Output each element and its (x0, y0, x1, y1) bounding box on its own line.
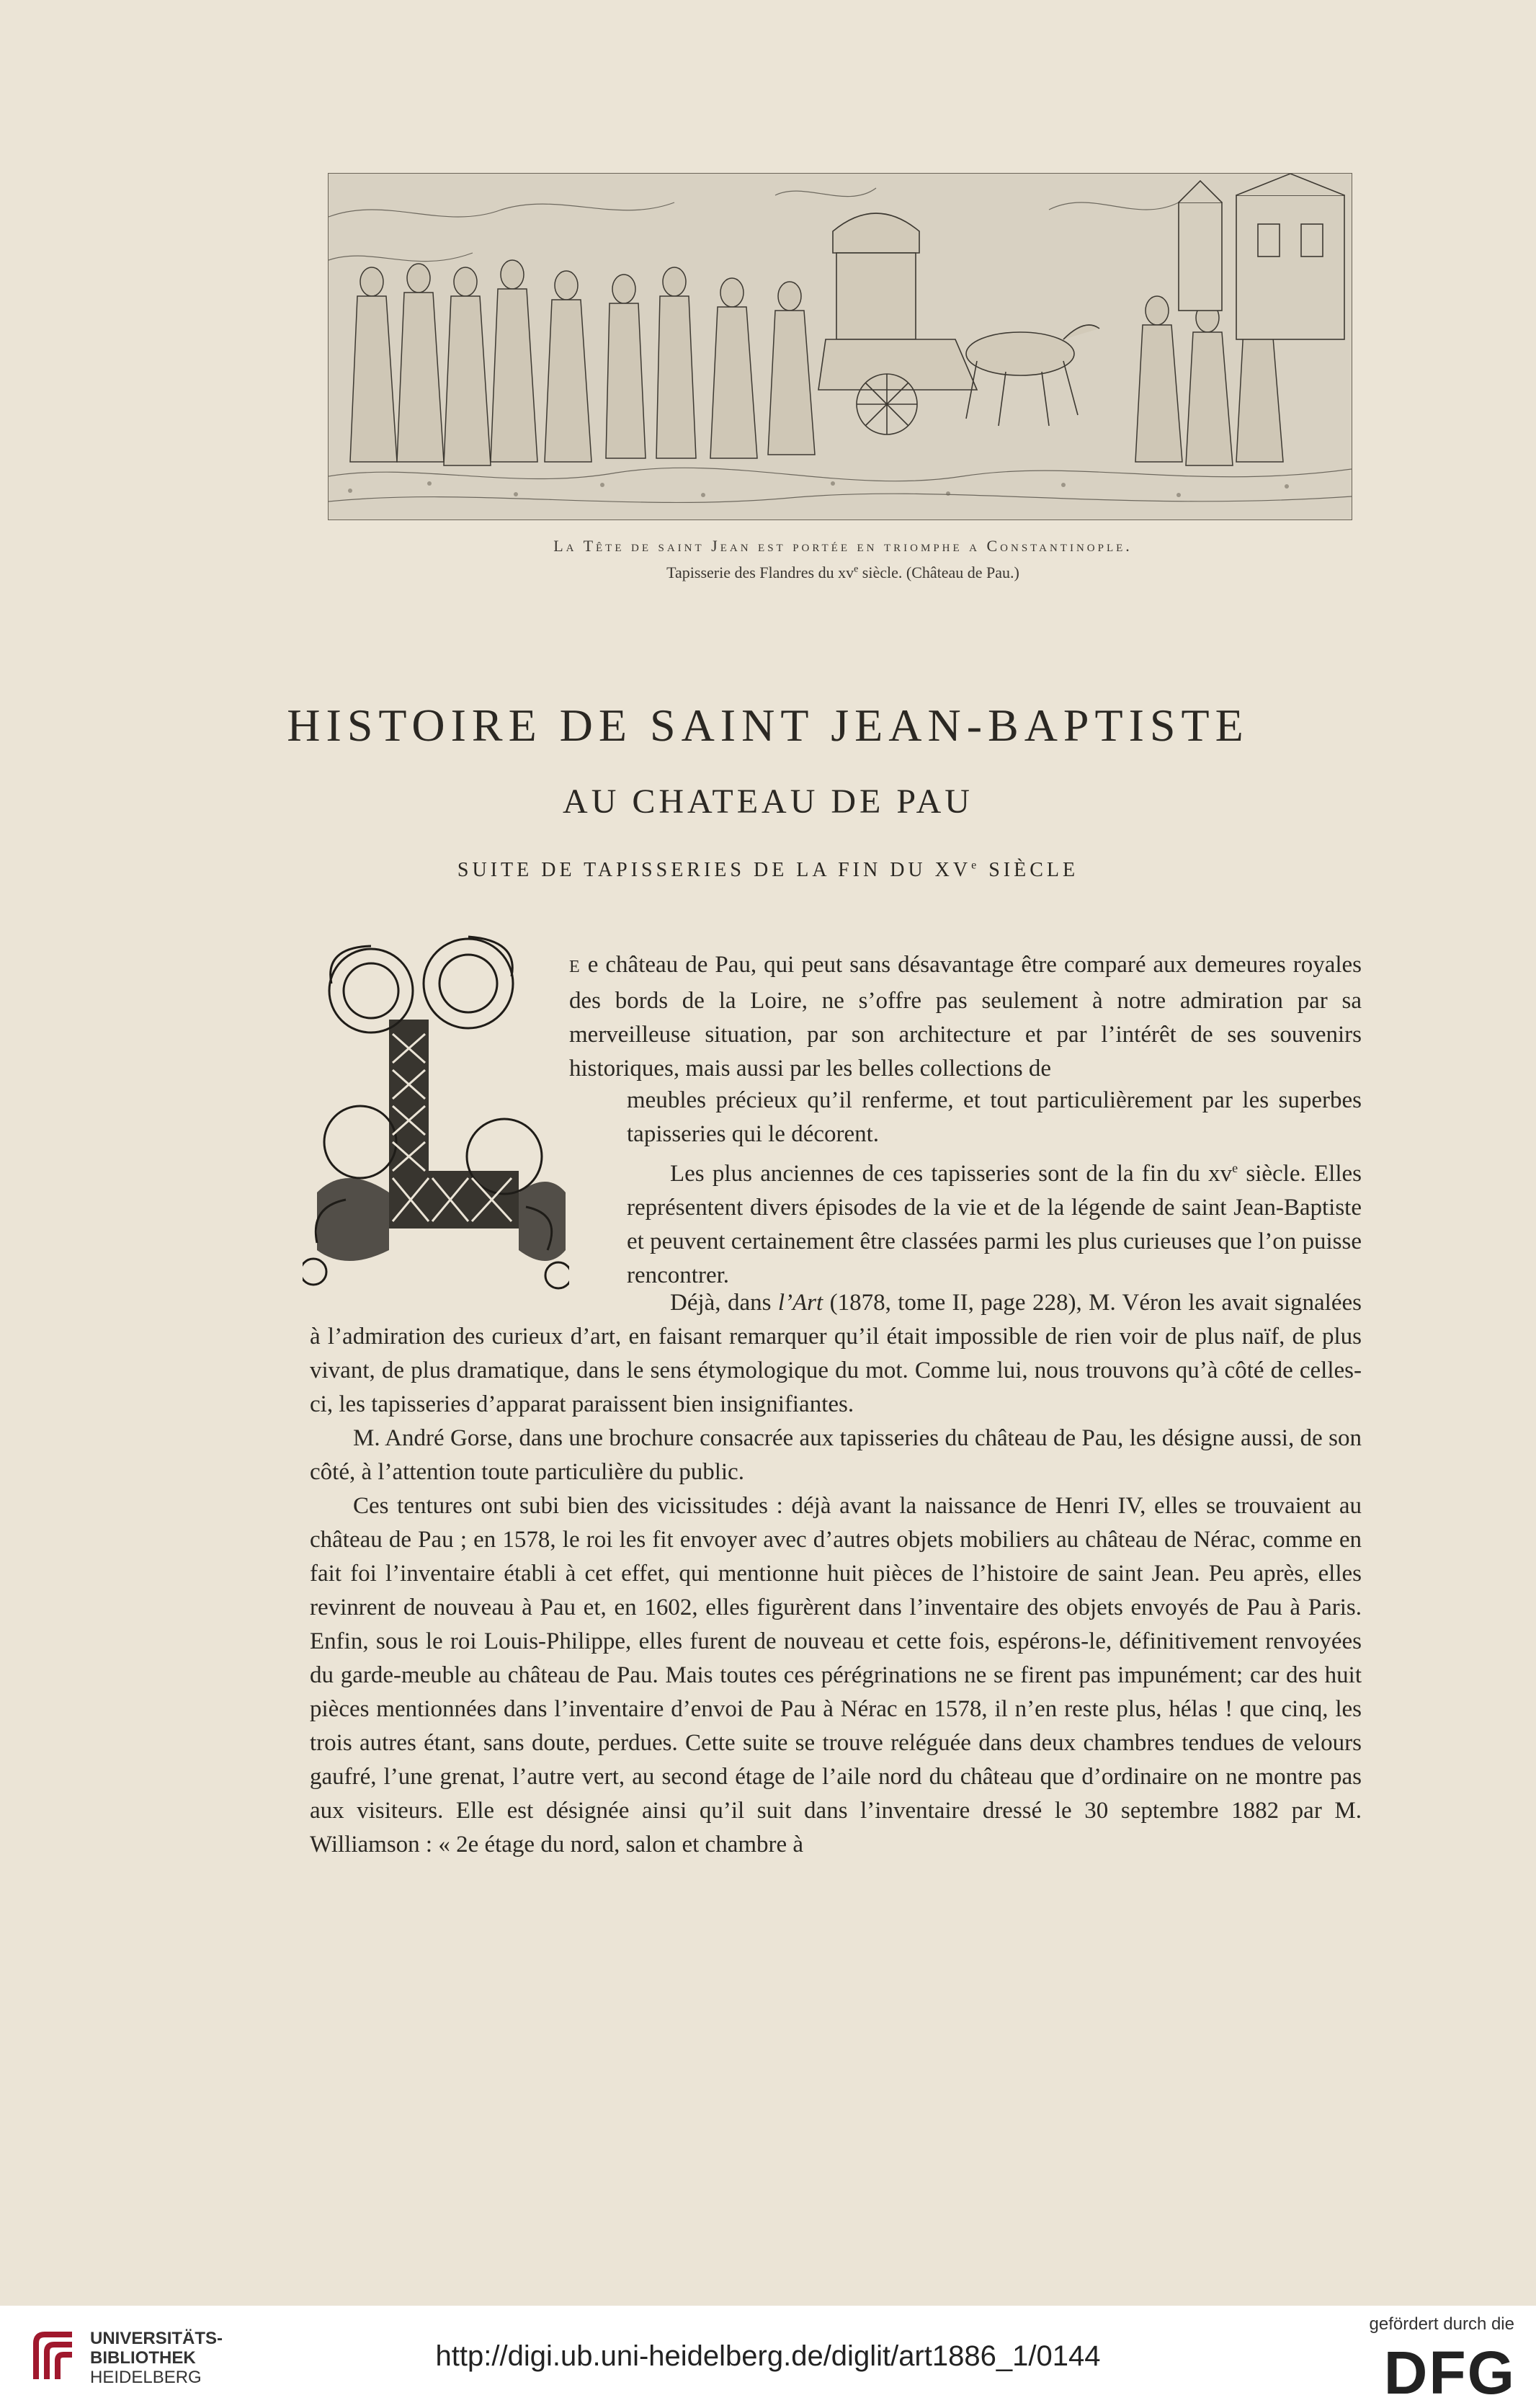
decorated-initial-L (303, 933, 569, 1301)
paragraph-1-opening: E e château de Pau, qui peut sans désavantage être comparé aux demeures royales des bords de la Loire, ne s’offre pas seulement à notre admiration par sa merveilleuse situation, par son architecture et par l’intérêt de ses souvenirs historiques, mais aussi par les belles collections de (569, 952, 1362, 1082)
paragraph-2: Les plus anciennes de ces tapisseries sont de la fin du $xv^e$ siècle. Elles représentent divers épisodes de la vie et de la légende de saint Jean-Baptiste et peuvent certainement être classées parmi les plus curieuses que l’on puisse rencontrer. (627, 1161, 1362, 1288)
logo-line-1: UNIVERSITÄTS- (90, 2329, 223, 2348)
tapestry-engraving (328, 173, 1352, 520)
paragraph-1-end: meubles précieux qu’il renferme, et tout particulièrement par les superbes tapisseries qui le décorent. (627, 1087, 1362, 1147)
logo-line-3: HEIDELBERG (90, 2368, 202, 2387)
article-subtitle: AU CHATEAU DE PAU (563, 782, 973, 821)
plate-caption-title: La Tête de saint Jean est portée en triomphe a Constantinople. (553, 537, 1133, 555)
paragraph-4: M. André Gorse, dans une brochure consacrée aux tapisseries du château de Pau, les désigne aussi, de son côté, à l’attention toute particulière du public. (310, 1425, 1362, 1485)
dfg-logo: DFG (1383, 2339, 1516, 2407)
paragraph-block-full (310, 1286, 1362, 1862)
library-footer (0, 2306, 1536, 2408)
paragraph-5: Ces tentures ont subi bien des vicissitudes : déjà avant la naissance de Henri IV, elles se trouvaient au château de Pau ; en 1578, le roi les fit envoyer avec d’autres objets mobiliers au château de Nérac, comme en fait foi l’inventaire établi à cet effet, qui mentionne huit pièces de l’histoire de saint Jean. Peu après, elles revinrent de nouveau à Pau et, en 1602, elles figurèrent dans l’inventaire des objets envoyés de Pau à Paris. Enfin, sous le roi Louis-Philippe, elles furent de nouveau et cette fois, espérons-le, définitivement renvoyées du garde-meuble au château de Pau. Mais toutes ces pérégrinations ne se firent pas impunément; car des huit pièces mentionnées dans l’inventaire d’envoi de Pau à Nérac en 1578, il n’en reste plus, hélas ! que cinq, les trois autres étant, sans doute, perdues. Cette suite se trouve reléguée dans deux chambres tendues de velours gaufré, l’une grenat, l’autre vert, au second étage de l’aile nord du château que d’ordinaire on ne montre pas aux visiteurs. Elle est désignée ainsi qu’il suit dans l’inventaire dressé le 30 septembre 1882 par M. Williamson : « 2e étage du nord, salon et chambre à (310, 1493, 1362, 1858)
plate-caption-source: Tapisserie des Flandres du $xv^e$ siècle. (Château de Pau.) (666, 563, 1019, 581)
logo-line-2: BIBLIOTHEK (90, 2348, 196, 2368)
paragraph-3: Déjà, dans l’Art (1878, tome II, page 228), M. Véron les avait signalées à l’admiration des curieux d’art, en faisant remarquer qu’il était impossible de rien voir de plus naïf, de plus vivant, de plus dramatique, dans le sens étymologique du mot. Comme lui, nous trouvons qu’à côté de celles-ci, les tapisseries d’apparat paraissent bien insignifiantes. (310, 1290, 1362, 1417)
permalink-url[interactable]: http://digi.ub.uni-heidelberg.de/diglit/art1886_1/0144 (435, 2340, 1101, 2372)
article-series-line: SUITE DE TAPISSERIES DE LA FIN DU XVe SIÈCLE (457, 859, 1079, 881)
paragraph-block-indented (627, 1084, 1362, 1293)
paragraph-1-text: e château de Pau, qui peut sans désavantage être comparé aux demeures royales des bords de la Loire, ne s’offre pas seulement à notre admiration par sa merveilleuse situation, par son architecture et par l’intérêt de ses souvenirs historiques, mais aussi par les belles collections de (569, 952, 1362, 1082)
article-title: HISTOIRE DE SAINT JEAN-BAPTISTE (287, 700, 1249, 751)
funded-by-label: gefördert durch die (1369, 2314, 1514, 2334)
